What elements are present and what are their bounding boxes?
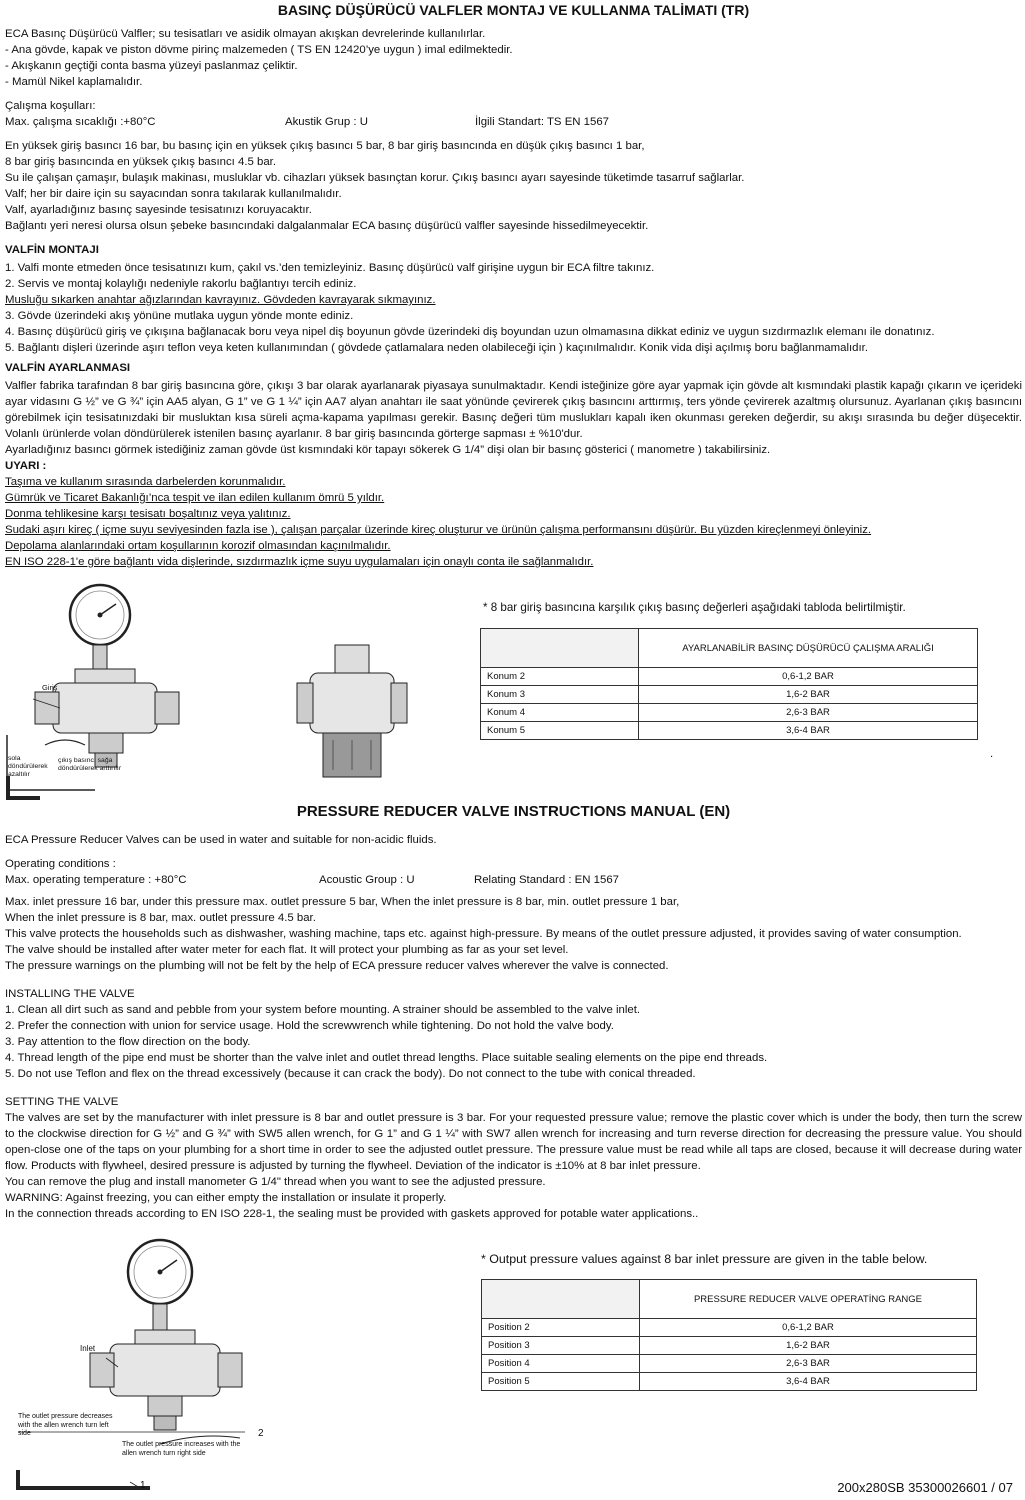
en-desc-5: The pressure warnings on the plumbing will not be felt by the help of ECA pressure reducer valves wherever the valve is connected. — [5, 960, 669, 972]
table-row — [482, 1280, 977, 1319]
table-cell-value: 2,6-3 BAR — [640, 1355, 977, 1373]
footer-code: 200x280SB 35300026601 / 07 — [837, 1480, 1013, 1495]
table-row — [482, 1355, 977, 1373]
tr-mount-5: 4. Basınç düşürücü giriş ve çıkışına bağlanacak boru veya nipel diş boyunun gövde üzerindeki diş boyundan uzun olmamasına dikkat ediniz ve uygun sızdırmazlık elemanı ile donatınız. — [5, 326, 935, 338]
en-title: PRESSURE REDUCER VALVE INSTRUCTIONS MANUAL (EN) — [296, 803, 731, 820]
en-table-note: * Output pressure values against 8 bar inlet pressure are given in the table below. — [481, 1252, 928, 1266]
tr-cond-row — [5, 114, 1022, 130]
en-install-4: 4. Thread length of the pipe end must be shorter than the valve inlet and outlet thread lengths. Place suitable sealing elements on the pipe end threads. — [5, 1052, 768, 1064]
en-cond-acoustic: Acoustic Group : U — [319, 874, 415, 886]
table-cell-value: 3,6-4 BAR — [640, 1373, 977, 1391]
table-row — [482, 1337, 977, 1355]
tr-warn-title: UYARI : — [5, 460, 47, 472]
tr-fig-left-label: sola döndürülerek azaltılır — [8, 755, 48, 778]
tr-desc-6: Bağlantı yeri neresi olursa olsun şebeke basıncındaki dalgalanmalar ECA basınç düşürücü valfler sayesinde hissedilmeyecektir. — [5, 220, 649, 232]
tr-fig-right-label: çıkış basıncı sağa döndürülerek arttırılır — [58, 757, 122, 772]
tr-cond-temp: Max. çalışma sıcaklığı :+80°C — [5, 116, 156, 128]
table-cell-blank — [482, 1280, 640, 1319]
tr-desc-5: Valf, ayarladığınız basınç sayesinde tesisatınızı koruyacaktır. — [5, 204, 312, 216]
table-row — [482, 1319, 977, 1337]
table-cell-label: Position 2 — [482, 1319, 640, 1337]
table-row — [482, 1373, 977, 1391]
tr-title: BASINÇ DÜŞÜRÜCÜ VALFLER MONTAJ VE KULLANMA TALİMATI (TR) — [277, 2, 750, 18]
tr-fig-inlet-label: Giriş — [42, 683, 58, 692]
tr-table-header: AYARLANABİLİR BASINÇ DÜŞÜRÜCÜ ÇALIŞMA ARALIĞI — [639, 629, 978, 668]
tr-warn-1: Taşıma ve kullanım sırasında darbelerden korunmalıdır. — [5, 476, 286, 488]
tr-warn-5: Depolama alanlarındaki ortam koşullarının korozif olmasından kaçınılmalıdır. — [5, 540, 391, 552]
en-install-1: 1. Clean all dirt such as sand and pebble from your system before mounting. A strainer should be assembled to the valve inlet. — [5, 1004, 641, 1016]
en-install-2: 2. Prefer the connection with union for service usage. Hold the screwwrench while tightening. Do not hold the valve body. — [5, 1020, 614, 1032]
table-cell-label: Konum 4 — [481, 704, 639, 722]
en-fig-right-label: The outlet pressure increases with the allen wrench turn right side — [122, 1441, 241, 1457]
tr-intro-3: - Akışkanın geçtiği conta basma yüzeyi paslanmaz çeliktir. — [5, 60, 298, 72]
tr-mount-1: 1. Valfi monte etmeden önce tesisatınızı kum, çakıl vs.’den temizleyiniz. Basınç düşürücü valf girişine uygun bir ECA filtre takınız. — [5, 262, 655, 274]
table-row — [481, 668, 978, 686]
tr-cond-label: Çalışma koşulları: — [5, 100, 96, 112]
en-desc-3: This valve protects the households such as dishwasher, washing machine, taps etc. against high-pressure. By means of the outlet pressure adjusted, it provides saving of water consumption. — [5, 928, 962, 940]
table-cell-label: Konum 2 — [481, 668, 639, 686]
en-desc-4: The valve should be installed after water meter for each flat. It will protect your plumbing as far as your set level. — [5, 944, 569, 956]
tr-desc-3: Su ile çalışan çamaşır, bulaşık makinası, musluklar vb. cihazları yüksek basınçtan korur. Çıkış basıncı ayarı sayesinde tüketimde tasarruf sağlarlar. — [5, 172, 745, 184]
tr-mount-3: Musluğu sıkarken anahtar ağızlarından kavrayınız. Gövdeden kavrayarak sıkmayınız. — [5, 294, 436, 306]
table-cell-value: 0,6-1,2 BAR — [639, 668, 978, 686]
en-install-title: INSTALLING THE VALVE — [5, 988, 135, 1000]
tr-intro-2: - Ana gövde, kapak ve piston dövme pirinç malzemeden ( TS EN 12420’ye uygun ) imal edilmektedir. — [5, 44, 513, 56]
en-cond-standard: Relating Standard : EN 1567 — [474, 874, 620, 886]
tr-set-text: Valfler fabrika tarafından 8 bar giriş basıncına göre, çıkışı 3 bar olarak ayarlanarak piyasaya sunulmaktadır. Kendi isteğinize göre ayar yapmak için gövde alt kısmındaki plastik kapağı çıkarın ve içerideki ayar vidasını G ½” ve G ¾” için AA5 alyan, G 1” ve G 1 ¼” için AA7 alyan anahtarı ile saat yönünde çevirerek çıkış basıncını arttırmış, ters yönde çevirerek azaltmış olursunuz. Ayarlanan çıkış basıncını görebilmek için tesisatınızdaki bir musluktan kısa süreli açma-kapama yapılması gerekir. Basınç değeri tüm muslukları kapalı iken okunması gereken değerdir, su akışı sırasında bu değer düşecektir. Volanlı ürünlerde volan döndürülerek istenilen basınç ayarlanır. 8 bar giriş basıncında görterge sapması ± %10'dur. — [5, 380, 1022, 440]
tr-mount-4: 3. Gövde üzerindeki akış yönüne mutlaka uygun yönde monte ediniz. — [5, 310, 354, 322]
en-cond-row — [5, 872, 1022, 888]
table-cell-blank — [481, 629, 639, 668]
tr-desc-1: En yüksek giriş basıncı 16 bar, bu basınç için en yüksek çıkış basıncı 5 bar, 8 bar giriş basıncında en düşük çıkış basıncı 1 bar, — [5, 140, 645, 152]
tr-warn-6: EN ISO 228-1'e göre bağlantı vida dişlerinde, sızdırmazlık içme suyu uygulamaları için onaylı conta ile sağlanmalıdır. — [5, 556, 594, 568]
en-set-title: SETTING THE VALVE — [5, 1096, 119, 1108]
tr-desc-4: Valf; her bir daire için su sayacından sonra takılarak kullanılmalıdır. — [5, 188, 342, 200]
en-set-text4: In the connection threads according to EN ISO 228-1, the sealing must be provided with gaskets approved for potable water applications.. — [5, 1208, 699, 1220]
table-cell-value: 3,6-4 BAR — [639, 722, 978, 740]
en-section — [5, 804, 1022, 1222]
en-desc-2: When the inlet pressure is 8 bar, max. outlet pressure 4.5 bar. — [5, 912, 316, 924]
en-install-5: 5. Do not use Teflon and flex on the thread excessively (because it can crack the body). Do not connect to the tube with conical threaded. — [5, 1068, 696, 1080]
en-fig-inlet-label: Inlet — [80, 1344, 96, 1353]
en-fig-num-1: 1 — [140, 1480, 146, 1491]
tr-range-table — [480, 628, 978, 740]
en-desc-1: Max. inlet pressure 16 bar, under this pressure max. outlet pressure 5 bar, When the inlet pressure is 8 bar, min. outlet pressure 1 bar, — [5, 896, 680, 908]
en-cond-label: Operating conditions : — [5, 858, 116, 870]
valve-front-icon — [297, 645, 407, 777]
tr-cond-acoustic: Akustik Grup : U — [285, 116, 368, 128]
tr-warn-4: Sudaki aşırı kireç ( içme suyu seviyesinden fazla ise ), çalışan parçalar üzerinde kireç oluşturur ve ürünün çalışma performansını düşürür. Bu yüzden kireçlenmeyi önleyiniz. — [5, 524, 872, 536]
tr-set-text2: Ayarladığınız basıncı görmek istediğiniz zaman gövde üst kısmındaki kör tapayı sökerek G 1/4” dişi olan bir basınç gösterici ( manometre ) takabilirsiniz. — [5, 444, 771, 456]
pressure-gauge-icon — [70, 585, 130, 669]
tr-warn-2: Gümrük ve Ticaret Bakanlığı’nca tespit ve ilan edilen kullanım ömrü 5 yıldır. — [5, 492, 385, 504]
en-range-table — [481, 1279, 977, 1391]
en-set-text3: WARNING: Against freezing, you can either empty the installation or insulate it properly. — [5, 1192, 447, 1204]
en-table-header: PRESSURE REDUCER VALVE OPERATİNG RANGE — [640, 1280, 977, 1319]
en-cond-temp: Max. operating temperature : +80°C — [5, 874, 187, 886]
table-row — [481, 722, 978, 740]
tr-intro-1: ECA Basınç Düşürücü Valfler; su tesisatları ve asidik olmayan akışkan devrelerinde kullanılırlar. — [5, 28, 486, 40]
en-fig-num-2: 2 — [258, 1428, 264, 1439]
table-row — [481, 629, 978, 668]
en-intro: ECA Pressure Reducer Valves can be used in water and suitable for non-acidic fluids. — [5, 834, 437, 846]
tr-mount-6: 5. Bağlantı dişleri üzerinde aşırı teflon veya keten kullanımından ( gövdede çatlamalara neden olabileceği için ) kaçınılmalıdır. Konik vida dişi açılmış boru bağlanmamalıdır. — [5, 342, 868, 354]
table-cell-label: Konum 5 — [481, 722, 639, 740]
table-cell-label: Konum 3 — [481, 686, 639, 704]
table-cell-label: Position 3 — [482, 1337, 640, 1355]
table-cell-value: 1,6-2 BAR — [640, 1337, 977, 1355]
table-cell-value: 1,6-2 BAR — [639, 686, 978, 704]
tr-cond-standard: İlgili Standart: TS EN 1567 — [475, 116, 610, 128]
table-cell-label: Position 4 — [482, 1355, 640, 1373]
tr-desc-2: 8 bar giriş basıncında en yüksek çıkış basıncı 4.5 bar. — [5, 156, 276, 168]
pressure-gauge-icon — [128, 1240, 192, 1330]
table-row — [481, 686, 978, 704]
tr-mount-2: 2. Servis ve montaj kolaylığı nedeniyle rakorlu bağlantıyı tercih ediniz. — [5, 278, 357, 290]
table-row — [481, 704, 978, 722]
en-install-3: 3. Pay attention to the flow direction on the body. — [5, 1036, 251, 1048]
tr-mount-title: VALFİN MONTAJI — [5, 244, 99, 256]
tr-set-title: VALFİN AYARLANMASI — [5, 362, 131, 374]
table-cell-label: Position 5 — [482, 1373, 640, 1391]
table-cell-value: 0,6-1,2 BAR — [640, 1319, 977, 1337]
tr-section — [5, 2, 1022, 570]
tr-warn-3: Donma tehlikesine karşı tesisatı boşaltınız veya yalıtınız. — [5, 508, 291, 520]
table-cell-value: 2,6-3 BAR — [639, 704, 978, 722]
en-set-text2: You can remove the plug and install manometer G 1/4" thread when you want to see the adjusted pressure. — [5, 1176, 546, 1188]
tr-table-note: * 8 bar giriş basıncına karşılık çıkış basınç değerleri aşağıdaki tabloda belirtilmiştir. — [483, 601, 906, 614]
tr-intro-4: - Mamül Nikel kaplamalıdır. — [5, 76, 143, 88]
en-fig-left-label: The outlet pressure decreases with the allen wrench turn left side — [18, 1413, 113, 1437]
en-set-text: The valves are set by the manufacturer with inlet pressure is 8 bar and outlet pressure is 3 bar. For your requested pressure value; remove the plastic cover which is under the body, then turn the screw to the clockwise direction for G ½” and G ¾” with SW5 allen wrench, for G 1” and G 1 ¼” with SW7 allen wrench for increasing and turn reverse direction for decreasing the pressure value. You should open-close one of the taps on your plumbing for a short time in order to see the adjusted outlet pressure. The pressure value must be read while all taps are closed, because it will decrease during water flow. Products with flywheel, desired pressure is adjusted by turning the flywheel. Deviation of the indicator is ±10% at 8 bar inlet pressure. — [5, 1112, 1022, 1172]
tr-dot: . — [990, 748, 994, 760]
